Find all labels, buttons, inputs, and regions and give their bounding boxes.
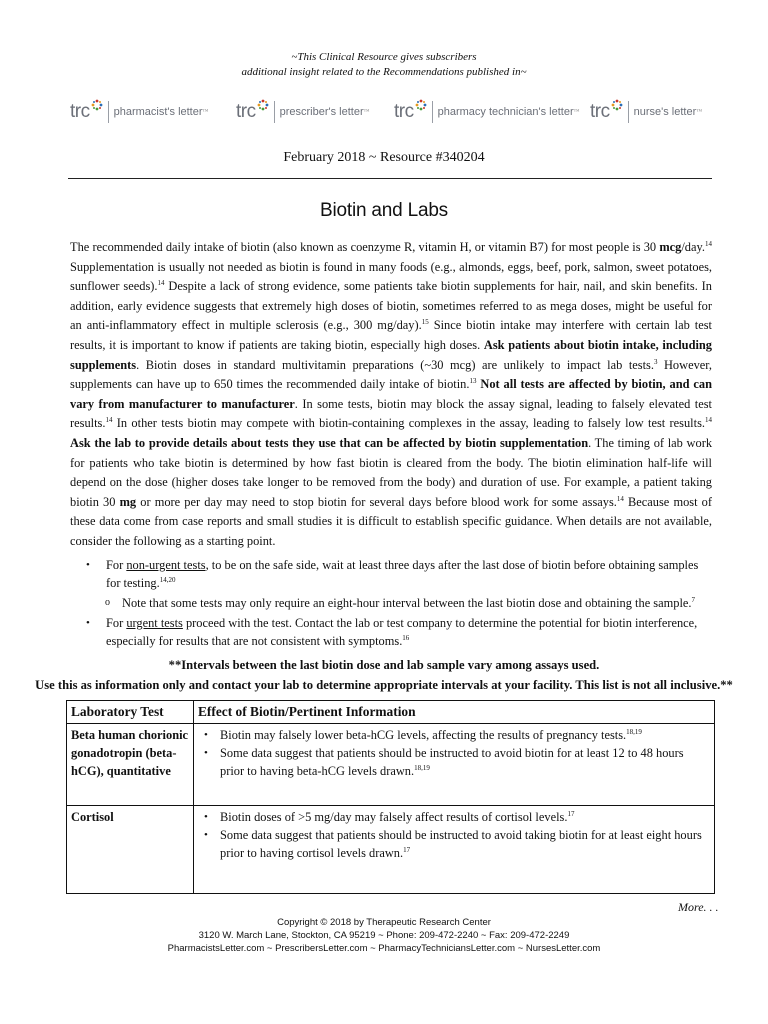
table-header-row bbox=[67, 701, 715, 724]
tagline-line-2: additional insight related to the Recommendations published in~ bbox=[241, 66, 527, 78]
trademark: ™ bbox=[573, 109, 580, 115]
logo-strip bbox=[70, 92, 710, 132]
column-header-test: Laboratory Test bbox=[67, 701, 194, 724]
reference: 15 bbox=[421, 318, 429, 327]
list-text: , to be on the safe side, wait at least three days after the last dose of biotin before obtaining samples for testing. bbox=[106, 558, 699, 590]
logo-name: pharmacy technician's letter bbox=[437, 106, 574, 118]
tagline bbox=[0, 50, 768, 80]
logo-name: prescriber's letter bbox=[279, 106, 364, 118]
effect-cell bbox=[194, 724, 715, 806]
logo-divider bbox=[108, 101, 109, 123]
logo-name: pharmacist's letter bbox=[113, 106, 203, 118]
logo-divider bbox=[628, 101, 629, 123]
intro-text: Because most of these data come from case reports and small studies it is difficult to establish specific guidance. When details are not available, consider the following as a starting point. bbox=[70, 494, 712, 548]
interval-note: **Intervals between the last biotin dose and lab sample vary among assays used. bbox=[168, 658, 600, 672]
page-title: Biotin and Labs bbox=[320, 200, 448, 221]
logo-name: nurse's letter bbox=[633, 106, 697, 118]
effect-item bbox=[198, 826, 710, 862]
intro-paragraph bbox=[70, 238, 712, 552]
reference: 14 bbox=[705, 416, 712, 425]
lab-test-name: Cortisol bbox=[67, 806, 194, 894]
effect-item bbox=[198, 808, 710, 826]
bullet-glyph: • bbox=[204, 747, 208, 759]
effect-text: Biotin may falsely lower beta-hCG levels, affecting the results of pregnancy tests. bbox=[220, 728, 627, 742]
list-item bbox=[70, 614, 712, 650]
lab-test-name: Beta human chorionic gonadotropin (beta-hCG), quantitative bbox=[67, 724, 194, 806]
reference: 14 bbox=[616, 494, 624, 503]
more-indicator: More. . . bbox=[678, 900, 719, 914]
bullet-glyph: • bbox=[86, 559, 90, 571]
starburst-icon bbox=[257, 99, 269, 111]
intro-text: . In some tests, biotin may block the assay signal, leading to falsely elevated test results. bbox=[70, 396, 712, 431]
sub-list-item bbox=[70, 594, 712, 612]
address-line: 3120 W. March Lane, Stockton, CA 95219 ~ Phone: 209-472-2240 ~ Fax: 209-472-2249 bbox=[198, 930, 570, 941]
intro-text: Since biotin intake may interfere with certain lab test results, it is important to know if patients are taking biotin, especially high doses. bbox=[70, 318, 712, 352]
disclaimer-note: Use this as information only and contact your lab to determine appropriate intervals at your facility. This list is not all inclusive.** bbox=[35, 678, 733, 692]
bullet-glyph: • bbox=[204, 811, 208, 823]
intro-bold: mcg bbox=[659, 240, 682, 254]
intro-bold: mg bbox=[119, 494, 137, 509]
lab-tests-table bbox=[66, 700, 715, 894]
list-text: For bbox=[106, 616, 127, 630]
effect-text: Some data suggest that patients should be instructed to avoid biotin for at least 12 to 48 hours prior to having beta-hCG levels drawn. bbox=[220, 746, 684, 778]
guidance-list bbox=[70, 556, 712, 652]
intro-bold: Ask the lab to provide details about tests they use that can be affected by biotin supplementation bbox=[70, 435, 589, 450]
list-item bbox=[70, 556, 712, 592]
list-text: Note that some tests may only require an eight-hour interval between the last biotin dose and obtaining the sample. bbox=[122, 596, 692, 610]
bullet-glyph: • bbox=[204, 729, 208, 741]
sub-bullet-glyph: o bbox=[105, 597, 110, 608]
intro-bold: Ask patients about biotin intake, including supplements bbox=[70, 337, 712, 372]
column-header-effect: Effect of Biotin/Pertinent Information bbox=[194, 701, 715, 724]
trc-wordmark: trc bbox=[394, 101, 414, 122]
intro-text: However, supplements can have up to 650 times the recommended daily intake of biotin. bbox=[70, 357, 712, 392]
logo-prescribers-letter bbox=[236, 92, 370, 132]
reference: 14 bbox=[157, 279, 165, 288]
reference: 17 bbox=[567, 809, 575, 818]
logo-divider bbox=[274, 101, 275, 123]
intro-bold: Not all tests are affected by biotin, and can vary from manufacturer to manufacturer bbox=[70, 377, 712, 411]
footer bbox=[0, 916, 768, 955]
starburst-icon bbox=[415, 99, 427, 111]
underlined-term: non-urgent tests bbox=[126, 558, 206, 572]
effect-text: Some data suggest that patients should be instructed to avoid taking biotin for at least eight hours prior to having cortisol levels drawn. bbox=[220, 828, 702, 860]
trademark: ™ bbox=[363, 109, 370, 115]
header-divider bbox=[68, 178, 712, 179]
reference: 14,20 bbox=[159, 575, 176, 584]
reference: 13 bbox=[469, 377, 477, 386]
intro-text: or more per day may need to stop biotin for several days before blood work for some assays. bbox=[136, 494, 617, 509]
list-text: For bbox=[106, 558, 127, 572]
tagline-line-1: ~This Clinical Resource gives subscribers bbox=[291, 51, 477, 63]
reference: 14 bbox=[105, 416, 113, 425]
table-row bbox=[67, 806, 715, 894]
effect-item bbox=[198, 744, 710, 780]
trc-wordmark: trc bbox=[236, 101, 256, 122]
trc-wordmark: trc bbox=[590, 101, 610, 122]
effect-cell bbox=[194, 806, 715, 894]
reference: 18,19 bbox=[626, 727, 642, 736]
reference: 17 bbox=[403, 845, 411, 854]
trademark: ™ bbox=[696, 109, 703, 115]
underlined-term: urgent tests bbox=[126, 616, 183, 630]
bullet-glyph: • bbox=[86, 617, 90, 629]
reference: 3 bbox=[653, 357, 658, 366]
copyright: Copyright © 2018 by Therapeutic Research Center bbox=[277, 917, 491, 928]
list-text: proceed with the test. Contact the lab or test company to determine the potential for biotin interference, especially for results that are not consistent with symptoms. bbox=[106, 616, 698, 648]
logo-pharmacists-letter bbox=[70, 92, 208, 132]
reference: 7 bbox=[691, 595, 695, 604]
table-row bbox=[67, 724, 715, 806]
reference: 16 bbox=[402, 633, 410, 642]
intro-text: Supplementation is usually not needed as biotin is found in many foods (e.g., almonds, eggs, beef, pork, salmon, sweet potatoes, sunflower seeds). bbox=[70, 259, 712, 294]
logo-nurses-letter bbox=[590, 92, 702, 132]
reference: 14 bbox=[705, 239, 712, 248]
starburst-icon bbox=[611, 99, 623, 111]
trademark: ™ bbox=[202, 109, 209, 115]
effect-item bbox=[198, 726, 710, 744]
logo-divider bbox=[432, 101, 433, 123]
bullet-glyph: • bbox=[204, 829, 208, 841]
logo-pharmacy-technicians-letter bbox=[394, 92, 580, 132]
intro-text: Despite a lack of strong evidence, some patients take biotin supplements for hair, nail, and skin benefits. In addition, early evidence suggests that extremely high doses of biotin, sometimes referred to as mega doses, might be useful for an anti-inflammatory effect in multiple sclerosis (e.g., 300 mg/day). bbox=[70, 279, 712, 333]
trc-wordmark: trc bbox=[70, 101, 90, 122]
reference: 18,19 bbox=[414, 763, 430, 772]
website-links: PharmacistsLetter.com ~ PrescribersLetter.com ~ PharmacyTechniciansLetter.com ~ NursesLetter.com bbox=[167, 943, 601, 954]
dateline: February 2018 ~ Resource #340204 bbox=[283, 150, 485, 165]
intro-text: . Biotin doses in standard multivitamin preparations (~30 mcg) are unlikely to impact lab tests. bbox=[136, 357, 654, 372]
intro-text: The recommended daily intake of biotin (also known as coenzyme R, vitamin H, or vitamin B7) for most people is 30 bbox=[70, 240, 660, 254]
intro-text: . The timing of lab work for patients who take biotin is determined by how fast biotin is cleared from the body. The biotin elimination half-life will depend on the dose (higher doses take longer to be removed from the body) and duration of use. For example, a patient taking biotin 30 bbox=[70, 435, 713, 509]
intro-text: In other tests biotin may compete with biotin-containing complexes in the assay, leading to falsely low test results. bbox=[112, 416, 705, 431]
starburst-icon bbox=[91, 99, 103, 111]
intro-text: /day. bbox=[681, 240, 705, 254]
effect-text: Biotin doses of >5 mg/day may falsely affect results of cortisol levels. bbox=[220, 810, 568, 824]
